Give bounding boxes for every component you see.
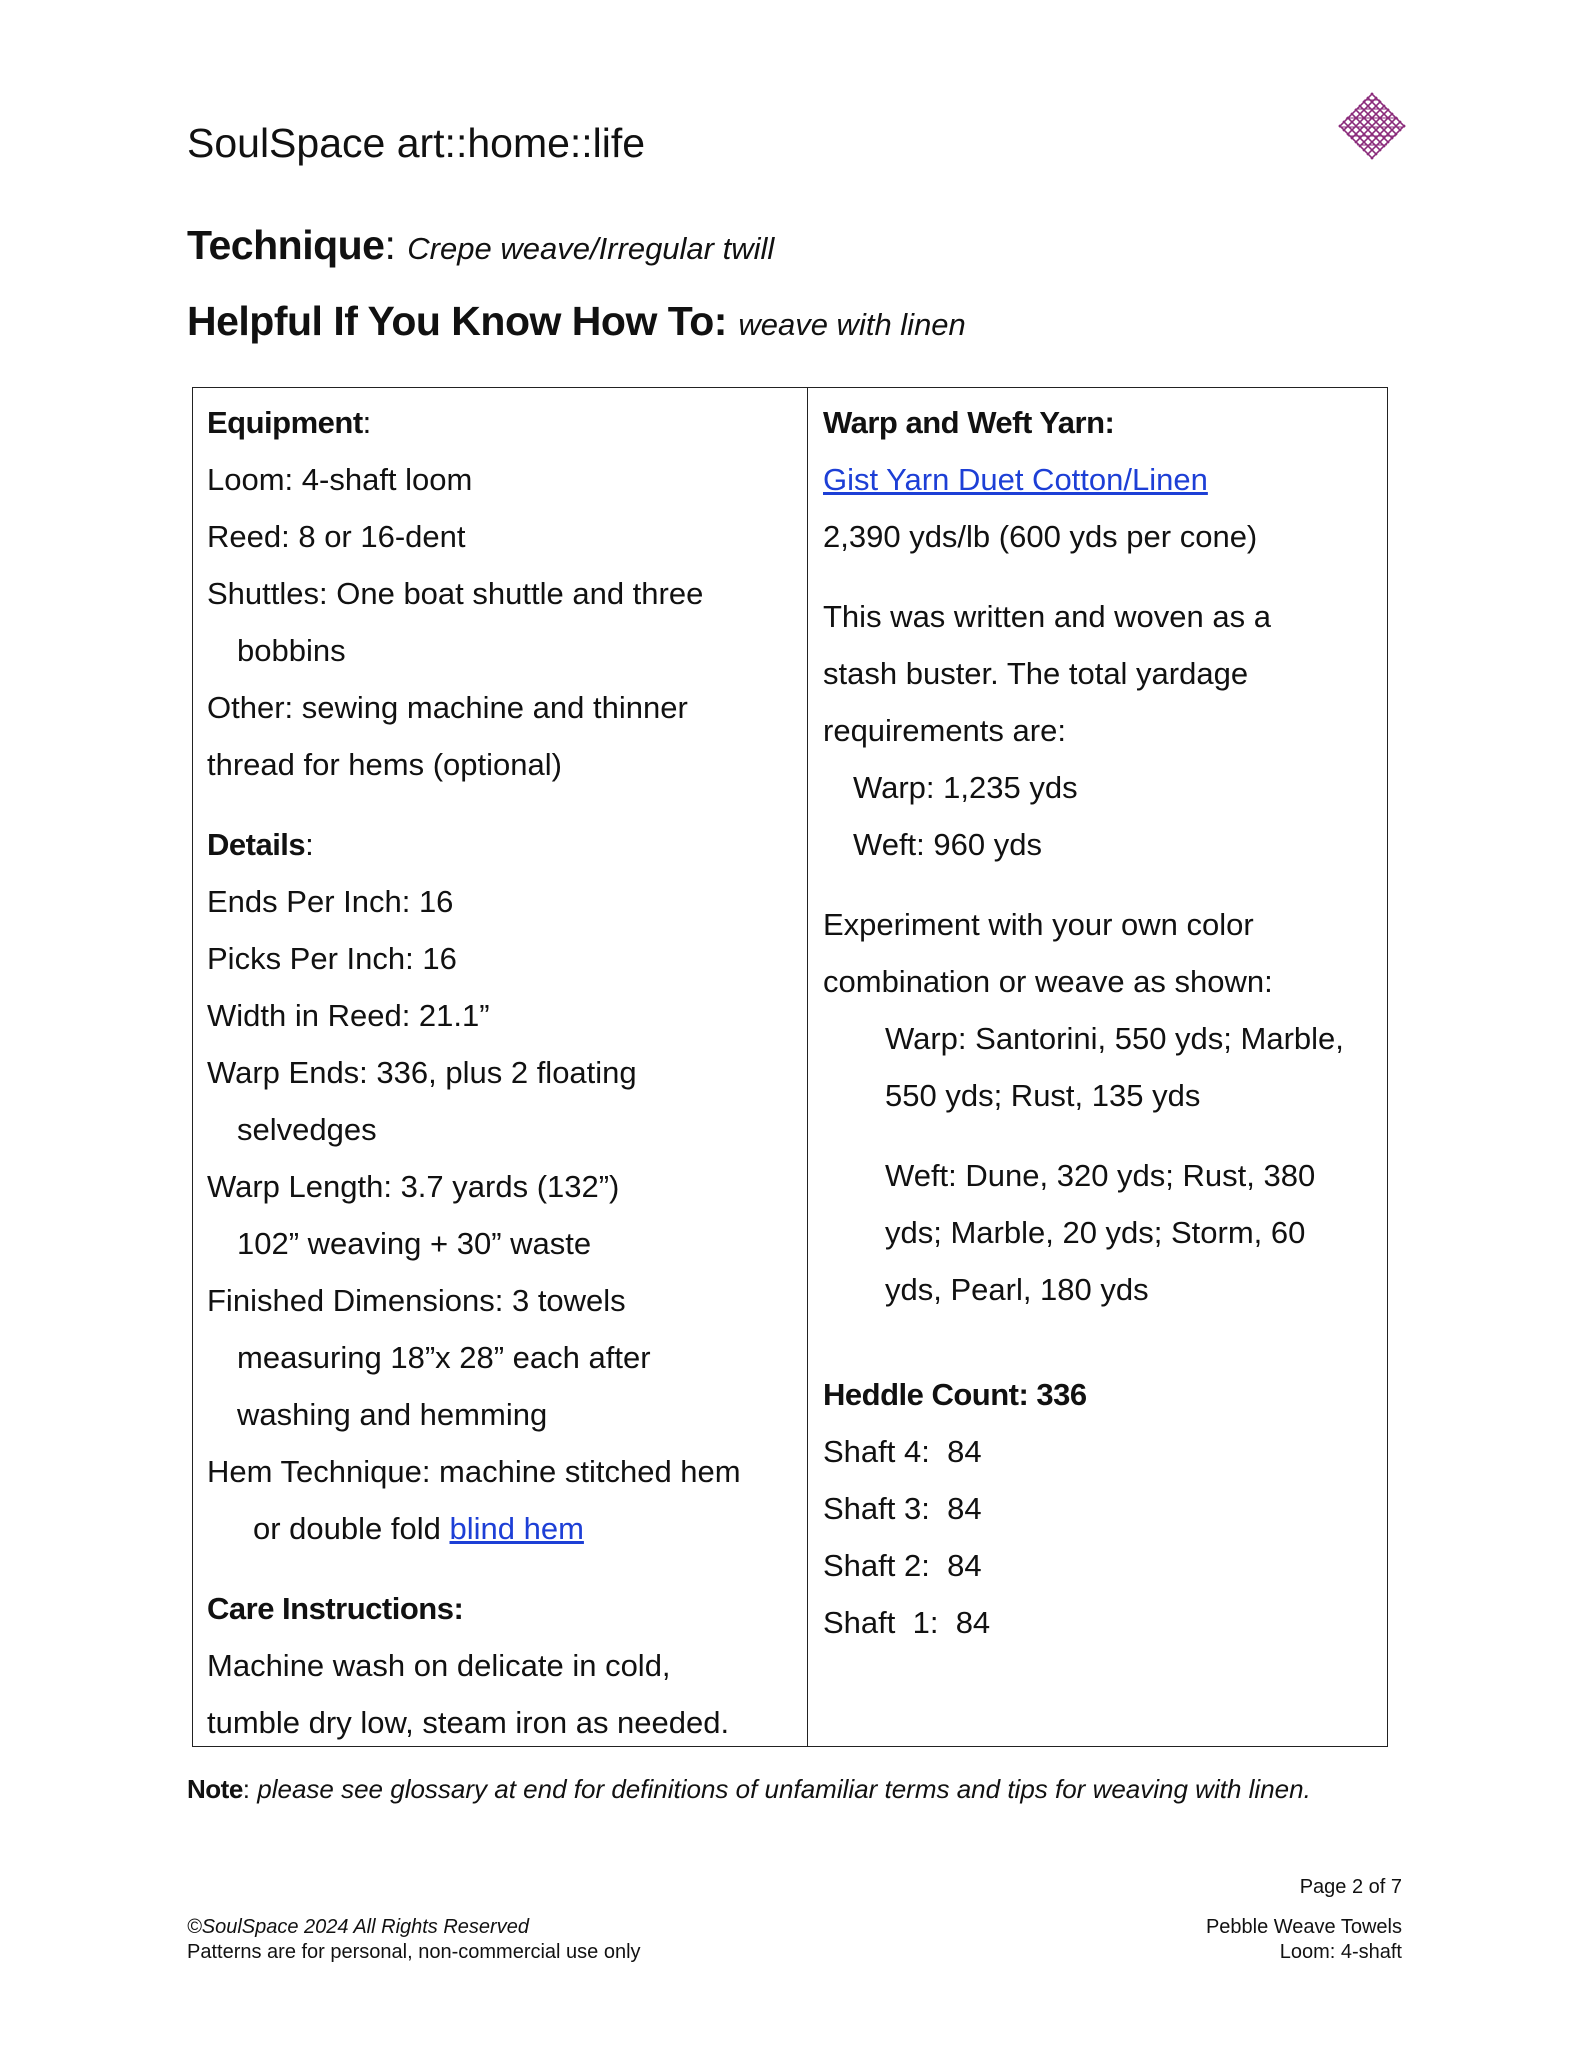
- yardage-line: 2,390 yds/lb (600 yds per cone): [823, 519, 1258, 554]
- footer-right: [1206, 1915, 1402, 1965]
- footer-loom: Loom: 4-shaft: [1279, 1941, 1402, 1963]
- care-heading: [207, 1580, 802, 1637]
- ppi-line: Picks Per Inch: 16: [207, 941, 457, 976]
- brand-title: SoulSpace art::home::life: [187, 120, 646, 166]
- color-weft-line-cont-2: yds, Pearl, 180 yds: [885, 1272, 1149, 1307]
- care-title: Care Instructions:: [207, 1591, 464, 1626]
- pattern-name: Pebble Weave Towels: [1205, 1916, 1402, 1938]
- copyright-text: ©SoulSpace 2024 All Rights Reserved: [187, 1916, 529, 1938]
- technique-line: [187, 222, 774, 269]
- yarn-link-line: [823, 451, 1383, 508]
- hem-line-cont: [207, 1500, 802, 1557]
- width-line: Width in Reed: 21.1”: [207, 998, 490, 1033]
- details-colon: :: [305, 827, 314, 862]
- shuttles-line: Shuttles: One boat shuttle and three: [207, 576, 704, 611]
- technique-colon: :: [384, 222, 396, 268]
- care-line-1: Machine wash on delicate in cold,: [207, 1648, 671, 1683]
- loom-line: Loom: 4-shaft loom: [207, 462, 473, 497]
- note-label: Note: [187, 1774, 243, 1804]
- color-weft-line: Weft: Dune, 320 yds; Rust, 380: [885, 1158, 1316, 1193]
- epi-line: Ends Per Inch: 16: [207, 884, 454, 919]
- other-line-cont: thread for hems (optional): [207, 747, 562, 782]
- stash-line-3: requirements are:: [823, 713, 1066, 748]
- note-text: please see glossary at end for definitions of unfamiliar terms and tips for weaving with linen.: [257, 1774, 1311, 1804]
- color-warp-line-cont: 550 yds; Rust, 135 yds: [885, 1078, 1201, 1113]
- experiment-line-1: Experiment with your own color: [823, 907, 1254, 942]
- right-column: [823, 394, 1383, 1651]
- pattern-table: [192, 387, 1388, 1747]
- blind-hem-link[interactable]: blind hem: [449, 1511, 584, 1546]
- technique-label: Technique: [187, 222, 385, 268]
- helpful-line: [187, 298, 966, 345]
- shaft-3-line: Shaft 3: 84: [823, 1491, 982, 1526]
- woven-diamond-logo-icon: [1336, 90, 1408, 162]
- heddle-heading: Heddle Count: 336: [823, 1377, 1087, 1412]
- details-title: Details: [207, 827, 306, 862]
- details-heading: [207, 816, 802, 873]
- stash-line-1: This was written and woven as a: [823, 599, 1271, 634]
- shuttles-line-cont: bobbins: [237, 633, 346, 668]
- warp-length-line: Warp Length: 3.7 yards (132”): [207, 1169, 620, 1204]
- finished-line-cont-1: measuring 18”x 28” each after: [237, 1340, 651, 1375]
- footer-left: [187, 1915, 641, 1965]
- finished-line-cont-2: washing and hemming: [237, 1397, 548, 1432]
- equipment-heading: [207, 394, 802, 451]
- reed-line: Reed: 8 or 16-dent: [207, 519, 466, 554]
- experiment-line-2: combination or weave as shown:: [823, 964, 1273, 999]
- shaft-4-line: Shaft 4: 84: [823, 1434, 982, 1469]
- warp-ends-line-cont: selvedges: [237, 1112, 377, 1147]
- hem-line: Hem Technique: machine stitched hem: [207, 1454, 741, 1489]
- helpful-value: weave with linen: [738, 307, 966, 342]
- page-number: Page 2 of 7: [1299, 1876, 1402, 1898]
- finished-line: Finished Dimensions: 3 towels: [207, 1283, 626, 1318]
- yarn-heading: Warp and Weft Yarn:: [823, 405, 1115, 440]
- technique-value: Crepe weave/Irregular twill: [407, 231, 775, 266]
- other-line: Other: sewing machine and thinner: [207, 690, 688, 725]
- stash-line-2: stash buster. The total yardage: [823, 656, 1249, 691]
- equipment-title: Equipment: [207, 405, 363, 440]
- hem-line-text: or double fold: [253, 1511, 441, 1546]
- left-column: [207, 394, 802, 1751]
- warp-length-line-cont: 102” weaving + 30” waste: [237, 1226, 592, 1261]
- color-warp-line: Warp: Santorini, 550 yds; Marble,: [885, 1021, 1344, 1056]
- equipment-colon: :: [362, 405, 372, 440]
- shaft-1-line: Shaft 1: 84: [823, 1605, 991, 1640]
- gist-yarn-link[interactable]: Gist Yarn Duet Cotton/Linen: [823, 462, 1208, 497]
- shaft-2-line: Shaft 2: 84: [823, 1548, 982, 1583]
- usage-text: Patterns are for personal, non-commercial use only: [187, 1941, 641, 1963]
- color-weft-line-cont-1: yds; Marble, 20 yds; Storm, 60: [885, 1215, 1306, 1250]
- total-warp-line: Warp: 1,235 yds: [853, 770, 1078, 805]
- column-divider: [807, 388, 808, 1746]
- note-colon: :: [242, 1774, 251, 1804]
- total-weft-line: Weft: 960 yds: [853, 827, 1042, 862]
- care-line-2: tumble dry low, steam iron as needed.: [207, 1705, 730, 1740]
- note-line: [187, 1774, 1311, 1805]
- warp-ends-line: Warp Ends: 336, plus 2 floating: [207, 1055, 637, 1090]
- helpful-label: Helpful If You Know How To:: [187, 298, 727, 344]
